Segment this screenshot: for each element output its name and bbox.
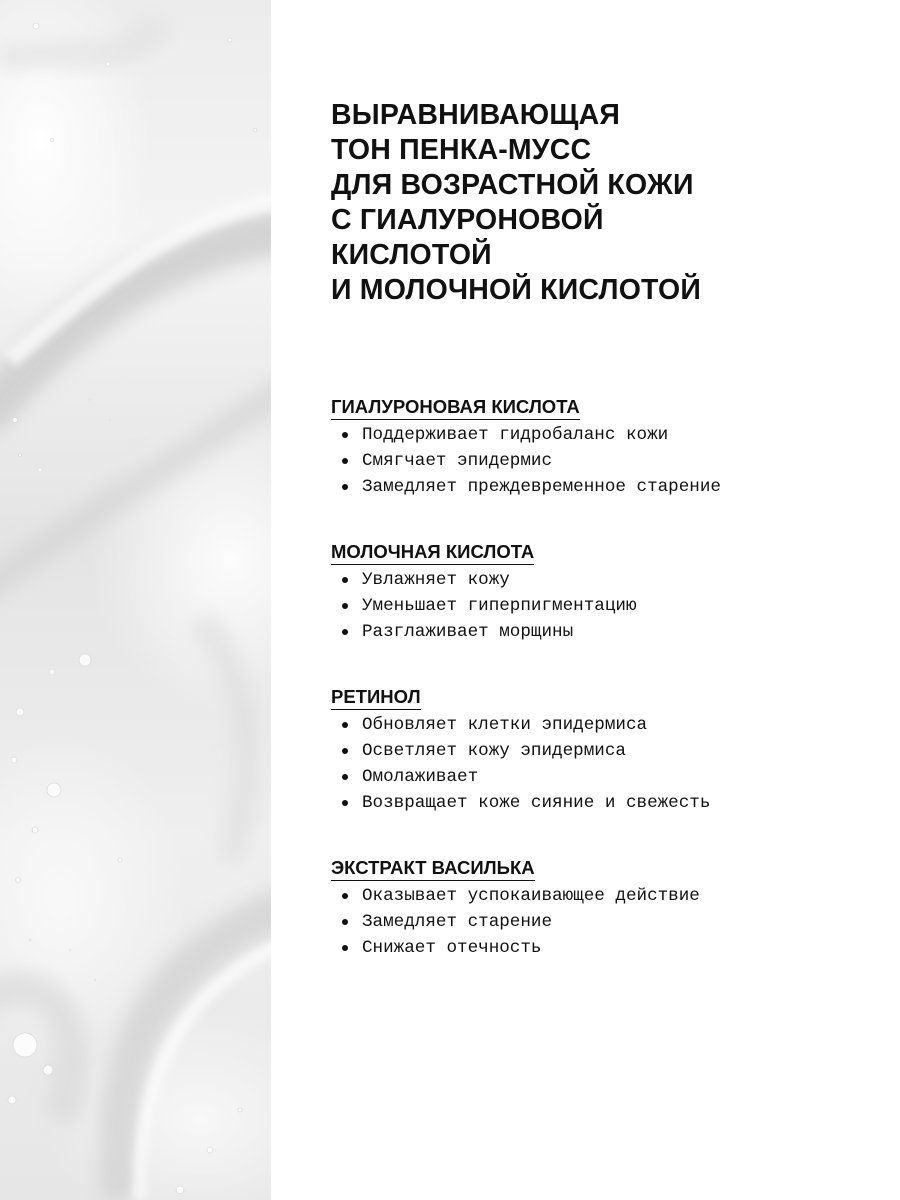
benefit-item [331,448,871,474]
bullet-icon [342,458,348,464]
benefit-item [331,764,871,790]
benefit-text: Поддерживает гидробаланс кожи [362,425,669,445]
benefit-list [331,712,871,816]
section-heading: МОЛОЧНАЯ КИСЛОТА [331,540,534,565]
benefit-text: Омолаживает [362,767,479,787]
title-line: ДЛЯ ВОЗРАСТНОЙ КОЖИ [331,169,694,201]
bullet-icon [342,774,348,780]
benefit-text: Разглаживает морщины [362,622,574,642]
benefit-item [331,567,871,593]
benefit-item [331,422,871,448]
bullet-icon [342,629,348,635]
benefit-list [331,422,871,500]
benefit-text: Увлажняет кожу [362,570,510,590]
benefit-text: Обновляет клетки эпидермиса [362,715,648,735]
benefit-item [331,593,871,619]
section-heading: РЕТИНОЛ [331,685,421,710]
bullet-icon [342,919,348,925]
benefit-item [331,883,871,909]
bullet-icon [342,800,348,806]
bullet-icon [342,748,348,754]
benefit-item [331,935,871,961]
ingredient-section-lactic-acid [331,540,871,645]
product-title-block [331,98,871,308]
section-heading: ЭКСТРАКТ ВАСИЛЬКА [331,856,535,881]
bullet-icon [342,484,348,490]
bullet-icon [342,893,348,899]
product-title [331,98,871,308]
bullet-icon [342,722,348,728]
ingredient-section-retinol [331,685,871,816]
bullet-icon [342,577,348,583]
ingredient-section-hyaluronic-acid [331,395,871,500]
benefit-text: Осветляет кожу эпидермиса [362,741,626,761]
foam-texture-image [0,0,271,1200]
bullet-icon [342,603,348,609]
title-line: ТОН ПЕНКА-МУСС [331,134,592,166]
section-heading: ГИАЛУРОНОВАЯ КИСЛОТА [331,395,580,420]
benefit-text: Возвращает коже сияние и свежесть [362,793,711,813]
bullet-icon [342,432,348,438]
title-line: С ГИАЛУРОНОВОЙ [331,204,604,236]
bullet-icon [342,945,348,951]
benefit-item [331,909,871,935]
benefit-list [331,883,871,961]
title-line: ВЫРАВНИВАЮЩАЯ [331,99,621,131]
benefit-item [331,474,871,500]
benefit-list [331,567,871,645]
foam-texture-shading [0,0,271,1200]
benefit-text: Замедляет старение [362,912,553,932]
benefit-item [331,790,871,816]
ingredient-section-cornflower-extract [331,856,871,961]
benefit-text: Смягчает эпидермис [362,451,553,471]
benefit-item [331,712,871,738]
benefit-text: Уменьшает гиперпигментацию [362,596,637,616]
benefit-text: Замедляет преждевременное старение [362,477,721,497]
benefit-item [331,738,871,764]
benefit-text: Оказывает успокаивающее действие [362,886,700,906]
benefit-text: Снижает отечность [362,938,542,958]
benefit-item [331,619,871,645]
title-line: И МОЛОЧНОЙ КИСЛОТОЙ [331,274,702,306]
title-line: КИСЛОТОЙ [331,239,492,271]
